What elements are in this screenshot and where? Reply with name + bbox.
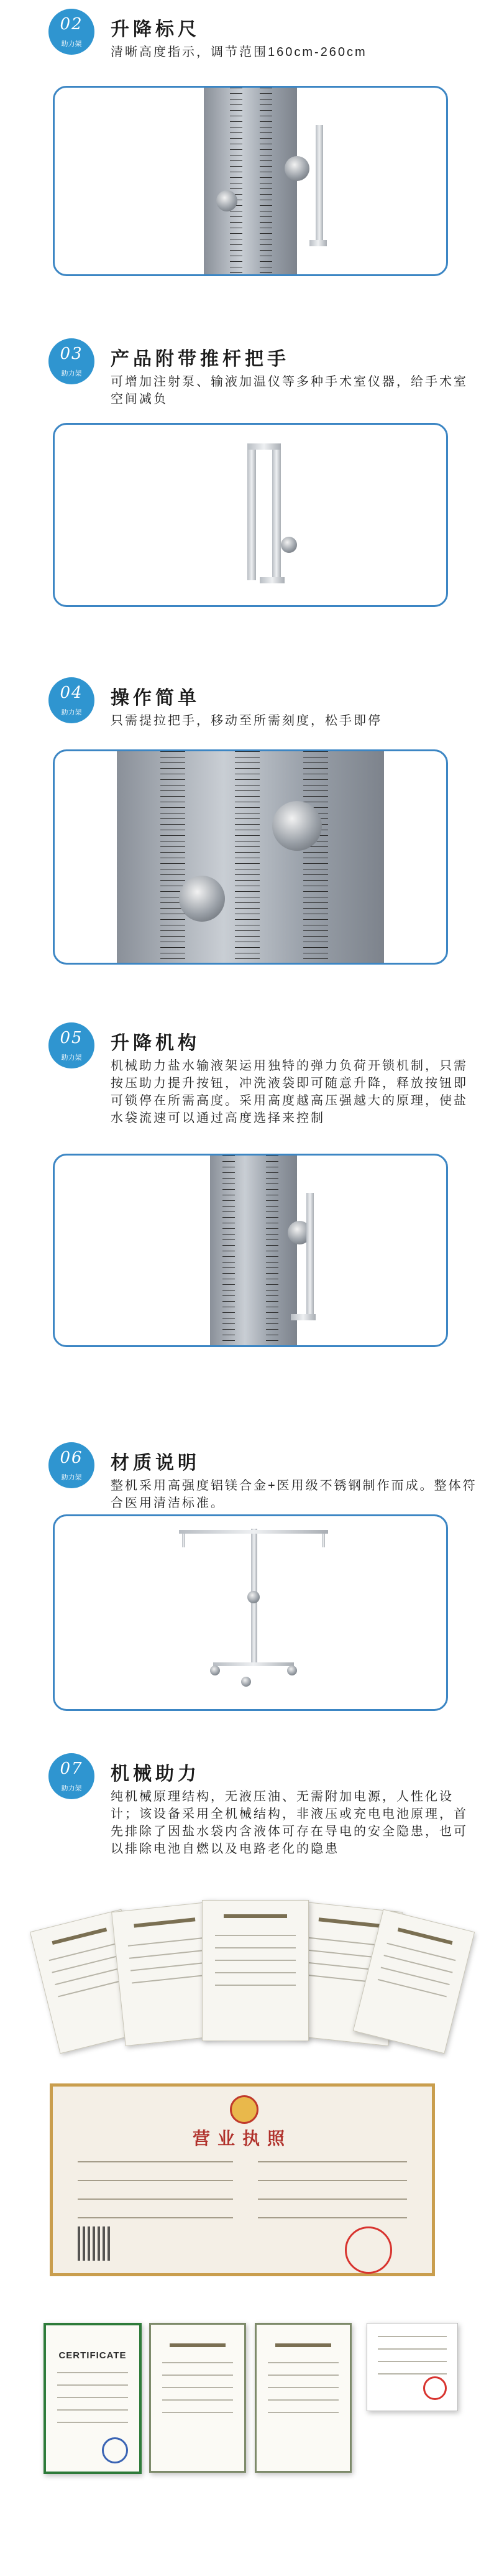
badge-caption: 助力架	[61, 1054, 82, 1062]
section-title: 升降标尺	[111, 19, 200, 40]
knob-image	[285, 156, 309, 181]
section-desc: 只需提拉把手，移动至所需刻度，松手即停	[111, 714, 382, 728]
push-handle-image	[247, 447, 256, 580]
badge-caption: 助力架	[61, 370, 82, 378]
badge-number: 05	[60, 1029, 83, 1047]
badge-number: 07	[60, 1759, 83, 1778]
business-license	[50, 2083, 435, 2276]
pole-image	[204, 88, 297, 274]
certificate-doc	[367, 2323, 458, 2411]
badge-caption: 助力架	[61, 709, 82, 716]
knob-image	[272, 801, 322, 851]
section-desc: 清晰高度指示，调节范围160cm-260cm	[111, 45, 367, 59]
emblem-icon	[230, 2095, 258, 2124]
section-title: 产品附带推杆把手	[111, 349, 290, 369]
badge-number: 02	[60, 15, 83, 34]
certificate-doc	[149, 2323, 246, 2473]
badge-caption: 助力架	[61, 1785, 82, 1792]
product-image-frame	[53, 1514, 448, 1711]
section-title: 操作简单	[111, 688, 200, 708]
section-title: 材质说明	[111, 1453, 200, 1473]
product-image-frame	[53, 1154, 448, 1347]
qr-code-icon	[78, 2226, 112, 2261]
section-desc: 机械助力盐水输液架运用独特的弹力负荷开锁机制，只需按压助力提升按钮，冲洗液袋即可随意升降，释放按钮即可锁停在所需高度。采用高度越高压强越大的原理，使盐水袋流速可以通过高度选择来控制	[111, 1059, 468, 1125]
section-title: 机械助力	[111, 1764, 200, 1784]
certificate-title: CERTIFICATE	[58, 2350, 127, 2361]
section-desc: 整机采用高强度铝镁合金+医用级不锈钢制作而成。整体符合医用清洁标准。	[111, 1479, 477, 1510]
section-badge	[48, 338, 94, 384]
quality-certificates	[0, 2310, 494, 2478]
certificate-doc	[43, 2323, 142, 2474]
section-badge	[48, 677, 94, 723]
badge-caption: 助力架	[61, 1474, 82, 1481]
section-badge	[48, 1442, 94, 1488]
red-seal-icon	[345, 2226, 392, 2274]
certificate-doc	[202, 1900, 309, 2041]
section-badge	[48, 9, 94, 55]
badge-caption: 助力架	[61, 40, 82, 48]
product-image-frame	[53, 749, 448, 965]
patent-certificates	[0, 1900, 494, 2055]
product-image-frame	[53, 423, 448, 607]
section-badge	[48, 1022, 94, 1068]
section-title: 升降机构	[111, 1033, 200, 1054]
section-desc: 纯机械原理结构，无液压油、无需附加电源，人性化设计；该设备采用全机械结构，非液压或充电电池原理，首先排除了因盐水袋内含液体可存在导电的安全隐患，也可以排除电池自燃以及电路老化的隐患	[111, 1790, 468, 1856]
badge-number: 06	[60, 1448, 83, 1467]
section-desc: 可增加注射泵、输液加温仪等多种手术室仪器，给手术室空间减负	[111, 375, 468, 406]
badge-number: 04	[60, 683, 83, 702]
product-image-frame	[53, 86, 448, 276]
badge-number: 03	[60, 345, 83, 363]
license-title: 营业执照	[192, 2128, 292, 2149]
certificate-doc	[255, 2323, 352, 2473]
section-badge	[48, 1753, 94, 1799]
